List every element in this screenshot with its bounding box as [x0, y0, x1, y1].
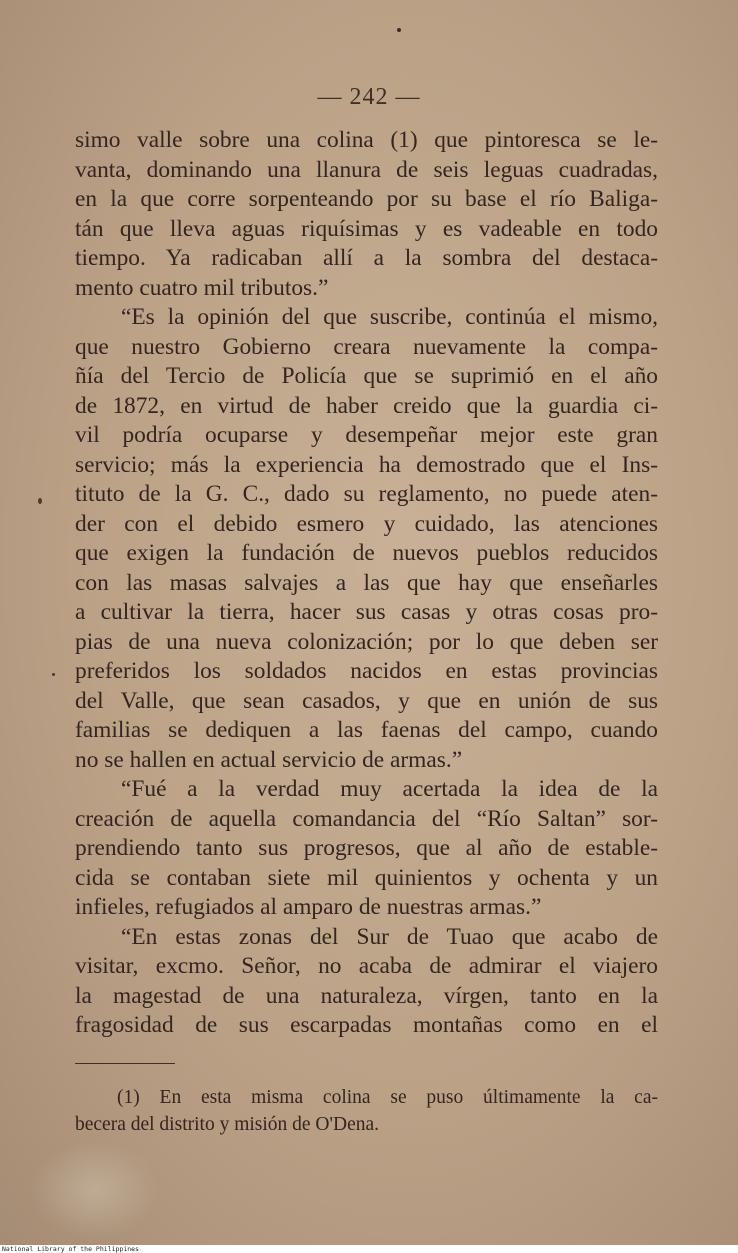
text-line: “Fué a la verdad muy acertada la idea de la: [121, 776, 658, 802]
text-line: a cultivar la tierra, hacer sus casas y otras cosas pro-: [75, 599, 658, 625]
text-line: creación de aquella comandancia del “Río Saltan” sor-: [75, 805, 658, 832]
text-line: “Es la opinión del que suscribe, continúa el mismo,: [121, 304, 658, 330]
text-line: servicio; más la experiencia ha demostrado que el Ins-: [75, 451, 658, 478]
text-line: no se hallen en actual servicio de armas.”: [75, 746, 463, 773]
paper-stain: [30, 1140, 160, 1240]
ink-dot: [397, 28, 401, 32]
body-text: [75, 126, 658, 1041]
text-line: der con el debido esmero y cuidado, las atenciones: [75, 510, 658, 537]
ink-speck: [38, 498, 42, 504]
text-line: tiempo. Ya radicaban allí a la sombra del destaca-: [75, 245, 658, 271]
text-line: simo valle sobre una colina (1) que pintoresca se le-: [75, 127, 658, 153]
text-line: la magestad de una naturaleza, vírgen, tanto en la: [75, 982, 658, 1009]
footnote-line: becera del distrito y misión de O'Dena.: [75, 1114, 380, 1135]
text-line: mento cuatro mil tributos.”: [75, 274, 329, 301]
library-watermark: National Library of the Philippines: [2, 1245, 139, 1253]
text-line: con las masas salvajes a las que hay que enseñarles: [75, 569, 658, 596]
text-line: preferidos los soldados nacidos en estas provincias: [75, 658, 658, 684]
text-line: cida se contaban siete mil quinientos y ochenta y un: [75, 864, 658, 891]
text-line: infieles, refugiados al amparo de nuestras armas.”: [75, 894, 542, 920]
text-line: tán que lleva aguas riquísimas y es vadeable en todo: [75, 215, 658, 242]
text-line: prendiendo tanto sus progresos, que al año de estable-: [75, 835, 658, 861]
text-line: ñía del Tercio de Policía que se suprimió en el año: [75, 363, 658, 389]
text-line: del Valle, que sean casados, y que en unión de sus: [75, 687, 658, 714]
ink-speck: [52, 673, 55, 676]
footnote-rule: [75, 1063, 175, 1064]
text-line: pias de una nueva colonización; por lo que deben ser: [75, 628, 658, 655]
footnote-line: (1) En esta misma colina se puso últimamente la ca-: [117, 1087, 658, 1108]
text-line: vil podría ocuparse y desempeñar mejor este gran: [75, 422, 658, 448]
page-number: — 242 —: [317, 84, 421, 110]
text-line: de 1872, en virtud de haber creido que la guardia ci-: [75, 392, 658, 419]
text-line: vanta, dominando una llanura de seis leguas cuadradas,: [75, 156, 658, 183]
text-line: en la que corre sorpenteando por su base el río Baliga-: [75, 186, 658, 212]
text-line: tituto de la G. C., dado su reglamento, no puede aten-: [75, 481, 658, 507]
text-line: que exigen la fundación de nuevos pueblos reducidos: [75, 540, 658, 566]
text-line: “En estas zonas del Sur de Tuao que acabo de: [121, 923, 658, 950]
footnotes: [75, 1084, 658, 1138]
text-line: visitar, excmo. Señor, no acaba de admirar el viajero: [75, 953, 658, 979]
text-line: familias se dediquen a las faenas del campo, cuando: [75, 717, 658, 743]
text-line: que nuestro Gobierno creara nuevamente la compa-: [75, 333, 658, 360]
text-line: fragosidad de sus escarpadas montañas como en el: [75, 1012, 658, 1038]
